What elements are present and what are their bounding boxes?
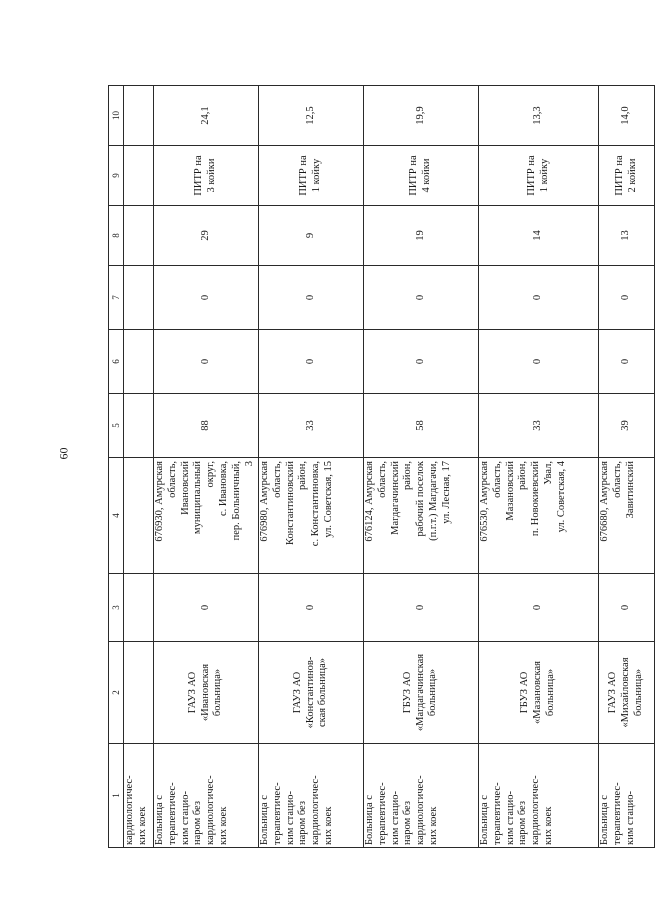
col9-cell: ПИТР на 1 койку <box>259 146 364 206</box>
col9-cell: ПИТР на 1 койку <box>479 146 599 206</box>
col5-cell: 58 <box>364 394 479 458</box>
facility-type-cell: Больница с терапевтичес- ким стацио- <box>599 744 655 848</box>
table-row <box>364 86 479 848</box>
table-body <box>109 86 655 848</box>
col3-cell: 0 <box>154 574 259 642</box>
header-cell: 6 <box>109 330 124 394</box>
col7-cell: 0 <box>364 266 479 330</box>
col8-cell: 9 <box>259 206 364 266</box>
address-cell: 676980, Амурская область, Константиновский район, с. Константиновка, ул. Советская, 15 <box>259 458 364 574</box>
col9-cell: ПИТР на 4 койки <box>364 146 479 206</box>
rotated-table-container <box>108 86 644 848</box>
table-row <box>599 86 655 848</box>
facility-type-cell: Больница с терапевтичес- ким стацио- наром без кардиологичес- ких коек <box>259 744 364 848</box>
address-cell: 676680, Амурская область, Завитинский <box>599 458 655 574</box>
col10-cell <box>124 86 154 146</box>
col7-cell: 0 <box>599 266 655 330</box>
page-number: 60 <box>56 447 71 460</box>
col7-cell <box>124 266 154 330</box>
facility-type-cell: кардиологичес- ких коек <box>124 744 154 848</box>
col8-cell: 29 <box>154 206 259 266</box>
header-cell: 7 <box>109 266 124 330</box>
table-row <box>154 86 259 848</box>
header-cell: 2 <box>109 642 124 744</box>
facility-type-cell: Больница с терапевтичес- ким стацио- наром без кардиологичес- ких коек <box>479 744 599 848</box>
col7-cell: 0 <box>479 266 599 330</box>
col10-cell: 13,3 <box>479 86 599 146</box>
col3-cell: 0 <box>599 574 655 642</box>
header-row <box>109 86 124 848</box>
facility-name-cell: ГАУЗ АО «Михайловская больница» <box>599 642 655 744</box>
col5-cell: 88 <box>154 394 259 458</box>
col10-cell: 19,9 <box>364 86 479 146</box>
address-cell: 676530, Амурская область, Мазановский район, п. Новокиевский Увал, ул. Советская, 4 <box>479 458 599 574</box>
col6-cell: 0 <box>154 330 259 394</box>
col10-cell: 14,0 <box>599 86 655 146</box>
facility-type-cell: Больница с терапевтичес- ким стацио- наром без кардиологичес- ких коек <box>364 744 479 848</box>
table-row <box>479 86 599 848</box>
facility-name-cell <box>124 642 154 744</box>
col9-cell <box>124 146 154 206</box>
col9-cell: ПИТР на 3 койки <box>154 146 259 206</box>
col6-cell: 0 <box>259 330 364 394</box>
header-cell: 8 <box>109 206 124 266</box>
facility-name-cell: ГБУЗ АО «Мазановская больница» <box>479 642 599 744</box>
facility-name-cell: ГАУЗ АО «Константинов- ская больница» <box>259 642 364 744</box>
col8-cell <box>124 206 154 266</box>
header-cell: 1 <box>109 744 124 848</box>
col3-cell <box>124 574 154 642</box>
col3-cell: 0 <box>364 574 479 642</box>
col5-cell: 39 <box>599 394 655 458</box>
header-cell: 3 <box>109 574 124 642</box>
col3-cell: 0 <box>479 574 599 642</box>
col10-cell: 24,1 <box>154 86 259 146</box>
col6-cell: 0 <box>364 330 479 394</box>
table-row <box>259 86 364 848</box>
col3-cell: 0 <box>259 574 364 642</box>
header-cell: 10 <box>109 86 124 146</box>
header-cell: 9 <box>109 146 124 206</box>
header-cell: 5 <box>109 394 124 458</box>
col8-cell: 13 <box>599 206 655 266</box>
address-cell <box>124 458 154 574</box>
col5-cell: 33 <box>259 394 364 458</box>
header-cell: 4 <box>109 458 124 574</box>
col5-cell <box>124 394 154 458</box>
col7-cell: 0 <box>259 266 364 330</box>
col7-cell: 0 <box>154 266 259 330</box>
col10-cell: 12,5 <box>259 86 364 146</box>
col8-cell: 14 <box>479 206 599 266</box>
address-cell: 676124, Амурская область, Магдагачинский район, рабочий поселок (п.г.т.) Магдагачи, ул. Лесная, 17 <box>364 458 479 574</box>
table-row <box>124 86 154 848</box>
col9-cell: ПИТР на 2 койки <box>599 146 655 206</box>
col6-cell <box>124 330 154 394</box>
col6-cell: 0 <box>479 330 599 394</box>
facility-name-cell: ГАУЗ АО «Ивановская больница» <box>154 642 259 744</box>
facilities-table <box>108 85 655 848</box>
col5-cell: 33 <box>479 394 599 458</box>
facility-name-cell: ГБУЗ АО «Магдагачинская больница» <box>364 642 479 744</box>
address-cell: 676930, Амурская область, Ивановский муниципальный округ, с. Ивановка, пер. Больничный, 3 <box>154 458 259 574</box>
facility-type-cell: Больница с терапевтичес- ким стацио- наром без кардиологичес- ких коек <box>154 744 259 848</box>
col8-cell: 19 <box>364 206 479 266</box>
col6-cell: 0 <box>599 330 655 394</box>
